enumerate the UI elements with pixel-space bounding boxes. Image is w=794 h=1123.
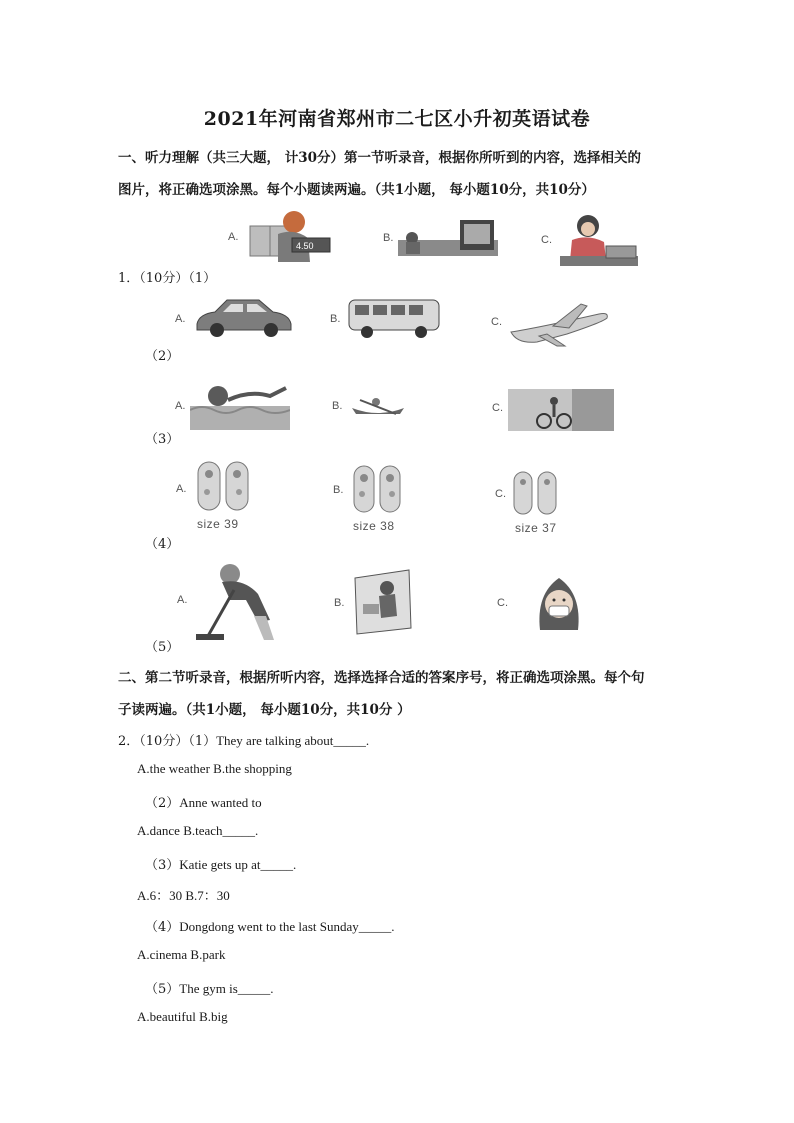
q2-line: [118, 730, 369, 749]
cycling-picture: [508, 389, 614, 431]
row5-label-b: B.: [334, 597, 345, 609]
woman-mopping-picture: [194, 560, 286, 644]
size-39-label: size 39: [197, 517, 239, 531]
q1-sub4: （4）: [145, 537, 180, 552]
q2-5-line: [145, 978, 274, 997]
row5-label-a: A.: [177, 594, 188, 606]
slippers-a-picture: [194, 460, 254, 512]
row3-label-c: C.: [492, 402, 503, 414]
slippers-b-picture: [350, 464, 406, 514]
boy-reading-newspaper-picture: [248, 208, 332, 264]
section1-instruction-line1: 一、听力理解（共三大题， 计30分）第一节听录音，根据你所听到的内容，选择相关的: [118, 150, 641, 166]
section2-instruction-line2: 子读两遍。（共1小题， 每小题10分，共10分 ）: [118, 702, 411, 718]
q1-sub5: （5）: [145, 640, 180, 655]
q2-3-options: A.6：30 B.7：30: [137, 888, 230, 903]
slippers-c-picture: [512, 470, 560, 516]
swimming-picture: [190, 380, 290, 432]
q2-4-options: A.cinema B.park: [137, 947, 226, 962]
q2-1-options: A.the weather B.the shopping: [137, 761, 292, 776]
section1-instruction-line2: 图片，将正确选项涂黑。每个小题读两遍。（共1小题， 每小题10分，共10分）: [118, 182, 595, 198]
q2-2-label: （2）: [145, 796, 180, 811]
q1-sub3: （3）: [145, 432, 180, 447]
girl-studying-picture: [558, 212, 640, 268]
size-38-label: size 38: [353, 519, 395, 533]
row2-label-a: A.: [175, 313, 186, 325]
row5-label-c: C.: [497, 597, 508, 609]
q2-2-line: [145, 792, 262, 811]
q2-5-options: A.beautiful B.big: [137, 1009, 228, 1024]
q2-1-text: They are talking about_____.: [216, 733, 370, 748]
section2-instruction-line1: 二、第二节听录音，根据所听内容，选择选择合适的答案序号，将正确选项涂黑。每个句: [118, 670, 645, 686]
row4-label-b: B.: [333, 484, 344, 496]
page-title: 2021年河南省郑州市二七区小升初英语试卷: [203, 108, 591, 130]
row1-label-a: A.: [228, 231, 239, 243]
q2-2-text: Anne wanted to: [179, 795, 262, 810]
row1-label-c: C.: [541, 234, 552, 246]
rowing-boat-picture: [350, 396, 406, 418]
price-tag: 4.50: [296, 241, 314, 251]
row2-label-c: C.: [491, 316, 502, 328]
q2-3-line: [145, 854, 296, 873]
q2-4-line: [145, 916, 395, 935]
q2-number: 2．（10分）（1）: [118, 734, 217, 749]
cleaning-window-picture: [351, 568, 413, 636]
airplane-picture: [507, 302, 613, 348]
q2-3-text: Katie gets up at_____.: [179, 857, 297, 872]
q1-number: 1．（10分）（1）: [118, 271, 217, 286]
row1-label-b: B.: [383, 232, 394, 244]
watching-tv-picture: [398, 218, 498, 258]
row2-label-b: B.: [330, 313, 341, 325]
q1-sub2: （2）: [145, 349, 180, 364]
q2-2-options: A.dance B.teach_____.: [137, 823, 259, 838]
car-picture: [193, 296, 293, 338]
q2-4-label: （4）: [145, 920, 180, 935]
row4-label-a: A.: [176, 483, 187, 495]
size-37-label: size 37: [515, 521, 557, 535]
q2-3-label: （3）: [145, 858, 180, 873]
bus-picture: [345, 296, 443, 340]
q2-5-label: （5）: [145, 982, 180, 997]
girl-with-mask-picture: [534, 574, 584, 632]
row3-label-b: B.: [332, 400, 343, 412]
q2-5-text: The gym is_____.: [179, 981, 274, 996]
q2-4-text: Dongdong went to the last Sunday_____.: [179, 919, 395, 934]
row3-label-a: A.: [175, 400, 186, 412]
row4-label-c: C.: [495, 488, 506, 500]
